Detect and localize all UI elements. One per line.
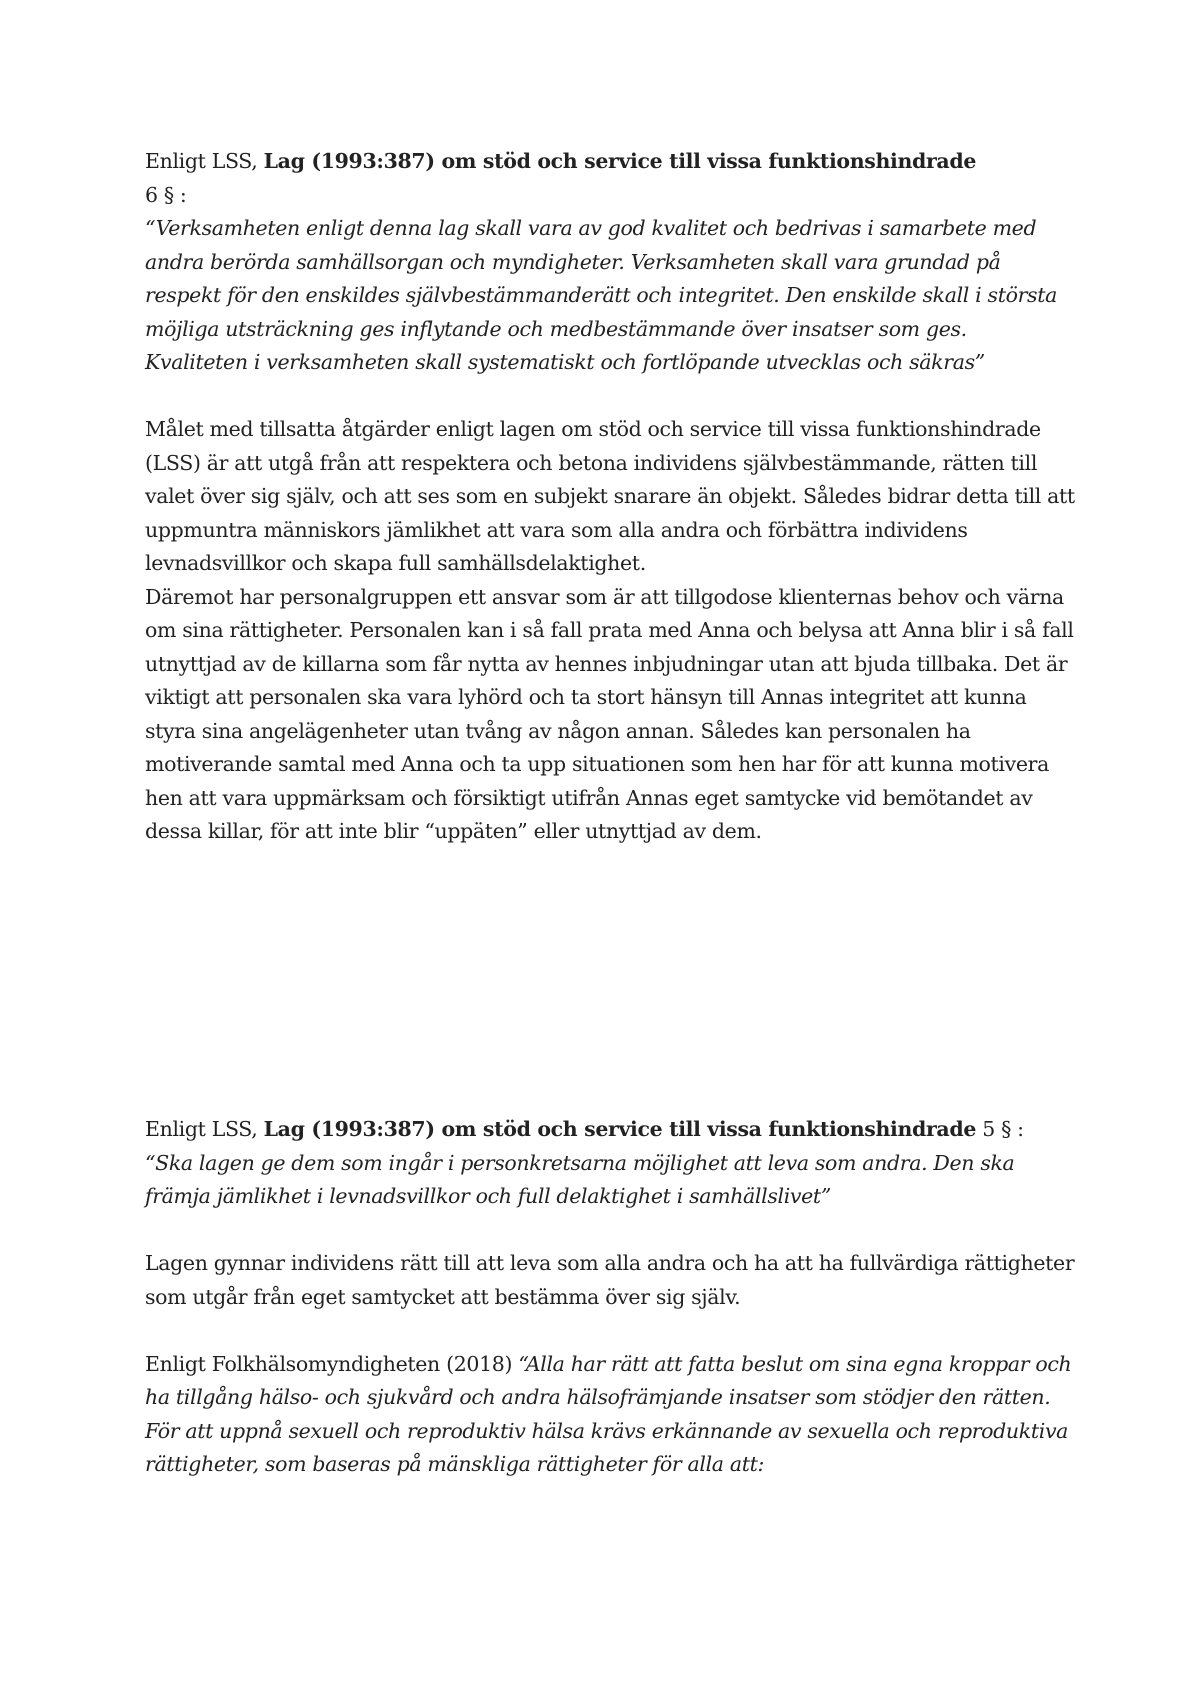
- law-quote: “Ska lagen ge dem som ingår i personkretsarna möjlighet att leva som andra. Den ska främja jämlikhet i levnadsvillkor och full delaktighet i samhällslivet”: [145, 1150, 1015, 1208]
- fhm-citation: [145, 1348, 1075, 1482]
- section-lss-6: [145, 145, 1075, 849]
- paragraph-spacer: [145, 1314, 1075, 1348]
- citation-intro: Enligt Folkhälsomyndigheten (2018): [145, 1351, 519, 1376]
- body-paragraph: Lagen gynnar individens rätt till att leva som alla andra och ha att ha fullvärdiga rättigheter som utgår från eget samtycket att bestämma över sig själv.: [145, 1251, 1075, 1309]
- law-title: Lag (1993:387) om stöd och service till vissa funktionshindrade: [263, 1117, 977, 1141]
- citation-intro: Enligt LSS,: [145, 1117, 264, 1141]
- law-quote: “Verksamheten enligt denna lag skall vara av god kvalitet och bedrivas i samarbete med andra berörda samhällsorgan och myndigheter. Verksamheten skall vara grundad på respekt för den enskildes självbestämmanderätt och integritet. Den enskilde skall i största möjliga utsträckning ges inflytande och medbestämmande över insatser som ges. Kvaliteten i verksamheten skall systematiskt och fortlöpande utvecklas och säkras”: [145, 216, 1057, 374]
- paragraph-reference: 5 § :: [976, 1117, 1024, 1141]
- law-citation-heading: [145, 145, 1075, 179]
- body-paragraph: Målet med tillsatta åtgärder enligt lagen om stöd och service till vissa funktionshindrade (LSS) är att utgå från att respektera och betona individens självbestämmande, rätten till valet över sig själv, och att ses som en subjekt snarare än objekt. Således bidrar detta till att uppmuntra människors jämlikhet att vara som alla andra och förbättra individens levnadsvillkor och skapa full samhällsdelaktighet.: [145, 417, 1075, 575]
- section-lss-5: [145, 1113, 1075, 1482]
- paragraph-spacer: [145, 1214, 1075, 1248]
- law-citation-heading: [145, 1113, 1075, 1147]
- paragraph-spacer: [145, 380, 1075, 414]
- fhm-quote: “Alla har rätt att fatta beslut om sina egna kroppar och ha tillgång hälso- och sjukvård och andra hälsofrämjande insatser som stödjer den rätten. För att uppnå sexuell och reproduktiv hälsa krävs erkännande av sexuella och reproduktiva rättigheter, som baseras på mänskliga rättigheter för alla att:: [145, 1351, 1072, 1476]
- law-title: Lag (1993:387) om stöd och service till vissa funktionshindrade: [263, 149, 977, 173]
- citation-intro: Enligt LSS,: [145, 149, 264, 173]
- body-paragraph: Däremot har personalgruppen ett ansvar som är att tillgodose klienternas behov och värna om sina rättigheter. Personalen kan i så fall prata med Anna och belysa att Anna blir i så fall utnyttjad av de killarna som får nytta av hennes inbjudningar utan att bjuda tillbaka. Det är viktigt att personalen ska vara lyhörd och ta stort hänsyn till Annas integritet att kunna styra sina angelägenheter utan tvång av någon annan. Således kan personalen ha motiverande samtal med Anna och ta upp situationen som hen har för att kunna motivera hen att vara uppmärksam och försiktigt utifrån Annas eget samtycke vid bemötandet av dessa killar, för att inte blir “uppäten” eller utnyttjad av dem.: [145, 584, 1074, 843]
- paragraph-reference: 6 § :: [145, 182, 187, 207]
